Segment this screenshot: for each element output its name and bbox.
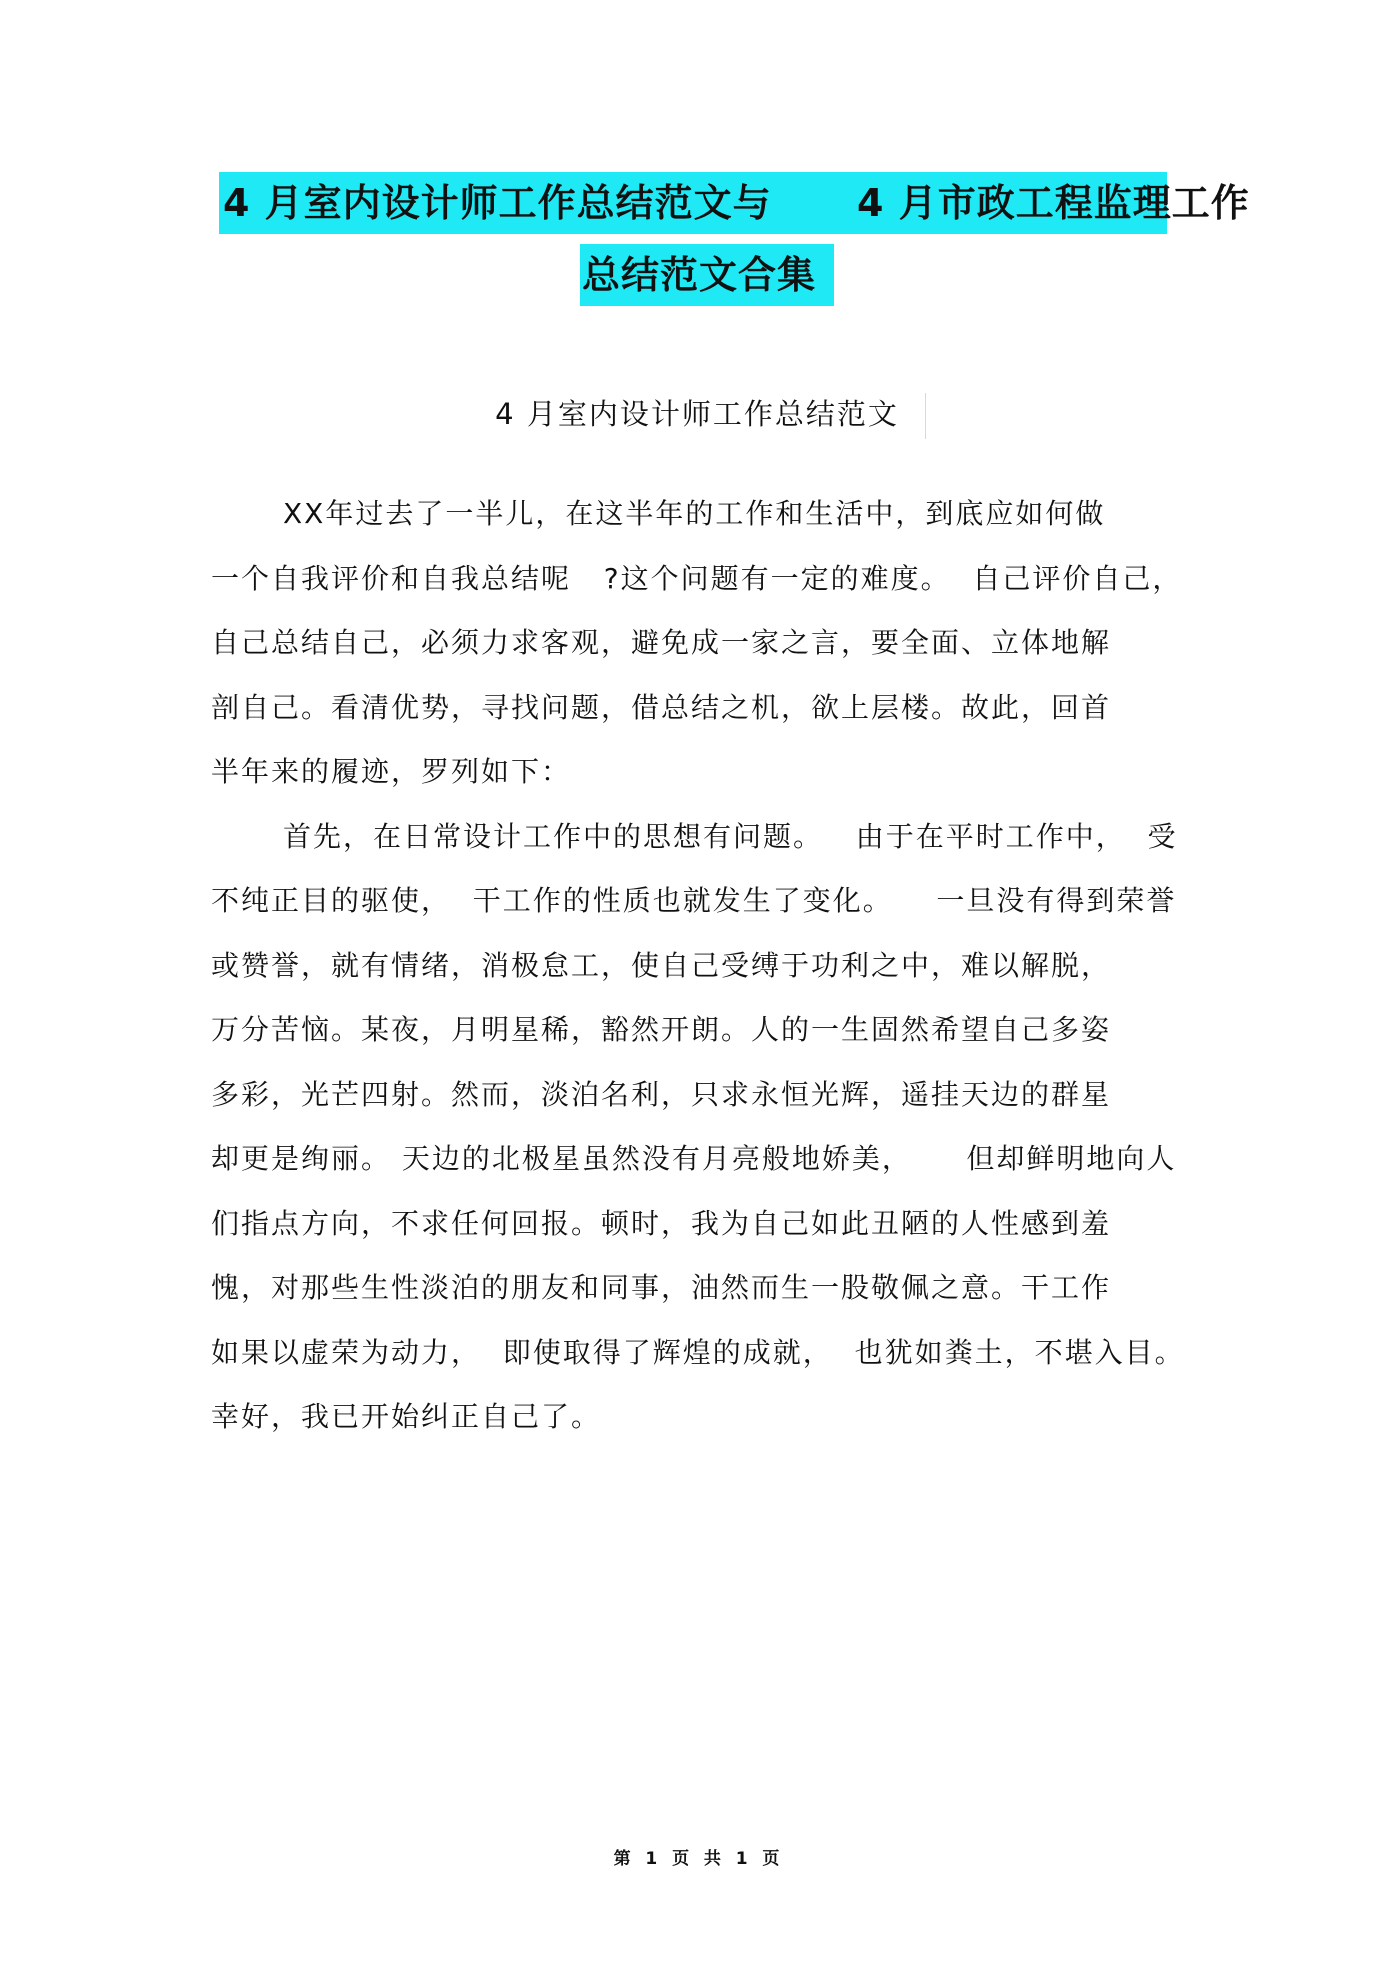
paragraph-2-line-10: 幸好，我已开始纠正自己了。 (211, 1400, 602, 1433)
paragraph-2-line-7: 们指点方向，不求任何回报。顿时，我为自己如此丑陋的人性感到羞 (211, 1206, 1112, 1240)
body-text (211, 482, 1191, 1450)
title-line-2: 总结范文合集 (580, 244, 834, 306)
paragraph-2-line-6: 却更是绚丽。 天边的北极星虽然没有月亮般地娇美， 但却鲜明地向人 (211, 1142, 1177, 1175)
paragraph-2-line-4: 万分苦恼。某夜，月明星稀，豁然开朗。人的一生固然希望自己多姿 (211, 1013, 1112, 1046)
paragraph-2-line-8: 愧，对那些生性淡泊的朋友和同事，油然而生一股敬佩之意。干工作 (211, 1271, 1112, 1304)
paragraph-2-line-5: 多彩，光芒四射。然而，淡泊名利，只求永恒光辉，遥挂天边的群星 (211, 1077, 1112, 1111)
paragraph-2-line-9: 如果以虚荣为动力， 即使取得了辉煌的成就， 也犹如粪土，不堪入目。 (211, 1335, 1185, 1369)
title-line-1: 4 月室内设计师工作总结范文与 4 月市政工程监理工作 (219, 172, 1167, 234)
paragraph-2-line-2: 不纯正目的驱使， 干工作的性质也就发生了变化。 一旦没有得到荣誉 (211, 884, 1177, 917)
paragraph-2-line-3: 或赞誉，就有情绪，消极怠工，使自己受缚于功利之中，难以解脱， (211, 948, 1112, 982)
text-cursor (925, 393, 926, 439)
paragraph-1-line-5: 半年来的履迹，罗列如下： (211, 755, 572, 788)
paragraph-1-line-2: 一个自我评价和自我总结呢 ?这个问题有一定的难度。 自己评价自己， (211, 561, 1183, 595)
paragraph-1-line-3: 自己总结自己，必须力求客观，避免成一家之言，要全面、立体地解 (211, 626, 1112, 659)
paragraph-1-line-4: 剖自己。看清优势，寻找问题，借总结之机，欲上层楼。故此，回首 (211, 690, 1112, 724)
paragraph-1-line-1: XX年过去了一半儿，在这半年的工作和生活中，到底应如何做 (283, 497, 1106, 530)
paragraph-2-line-1: 首先，在日常设计工作中的思想有问题。 由于在平时工作中， 受 (283, 819, 1178, 853)
page-number-footer: 第 1 页 共 1 页 (613, 1849, 781, 1869)
section-heading: 4 月室内设计师工作总结范文 (495, 397, 899, 431)
